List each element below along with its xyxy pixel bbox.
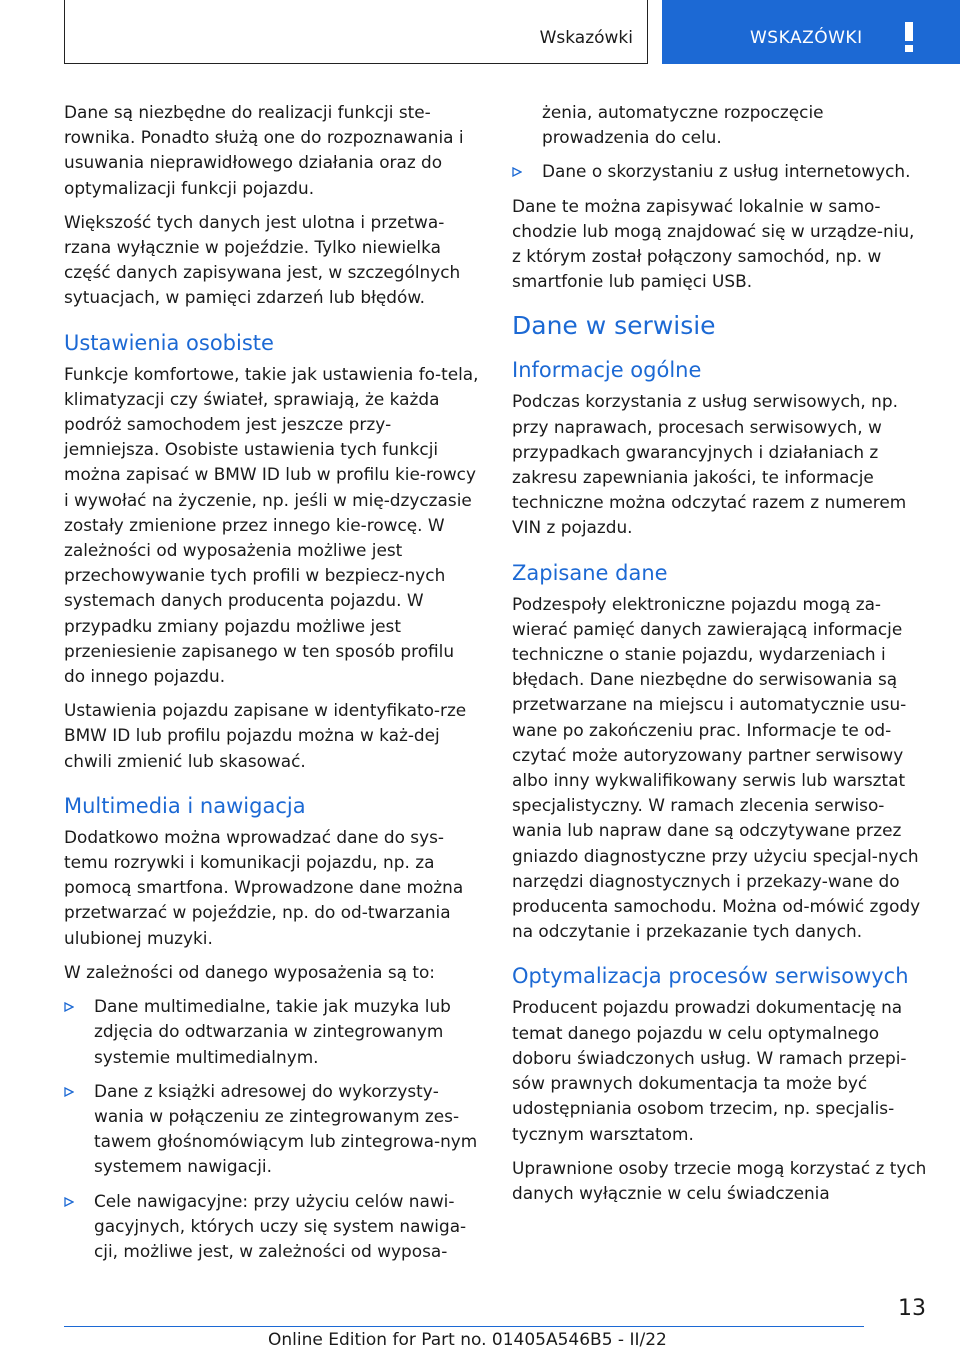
list-item-text: żenia, automatyczne rozpoczęcie prowadzenia do celu.: [542, 102, 824, 148]
header-section-title: Wskazówki: [539, 28, 633, 48]
heading-multimedia-navigation: Multimedia i nawigacja: [64, 793, 306, 818]
paragraph: Dodatkowo można wprowadzać dane do sys‐temu rozrywki i komunikacji pojazdu, np. za pomocą smartfona. Wprowadzone dane można przetwarzać w pojeździe, np. do od‐twarzania ulubionej muzyki.: [64, 826, 464, 948]
paragraph: Podzespoły elektroniczne pojazdu mogą za‐wierać pamięć danych zawierającą informacje techniczne o stanie pojazdu, wydarzeniach i błędach. Dane niezbędne do serwisowania są przetwarzane na miejscu i automatycznie usu‐wane po zakończeniu prac. Informacje te od‐czytać może autoryzowany partner serwisowy albo inny wykwalifikowany serwis lub warsztat specjalistyczny. W ramach zlecenia serwiso‐wania lub napraw dane są odczytywane przez gniazdo diagnostyczne przy użyciu specjal‐nych narzędzi diagnostycznych i przekazy‐wane do producenta samochodu. Można od‐mówić zgody na odczytanie i przekazanie tych danych.: [512, 593, 921, 942]
paragraph: Funkcje komfortowe, takie jak ustawienia fo‐tela, klimatyzacji czy świateł, sprawiają, że każda podróż samochodem jest jeszcze przy‐jemniejsza. Osobiste ustawienia tych funkcji można zapisać w BMW ID lub w profilu kie‐rowcy i wywołać na życzenie, np. jeśli w mię‐dzyczasie zostały zmienione przez innego kie‐rowcę. W zależności od wyposażenia możliwe jest przechowywanie tych profili w bezpiecz‐nych systemach danych producenta pojazdu. W przypadku zmiany pojazdu możliwe jest przeniesienie zapisanego w ten sposób profilu do innego pojazdu.: [64, 363, 479, 687]
paragraph: Podczas korzystania z usług serwisowych, np. przy naprawach, procesach serwisowych, w przypadkach gwarancyjnych i działaniach z zakresu zapewniania jakości, te informacje techniczne można odczytać razem z numerem VIN z pojazdu.: [512, 391, 907, 538]
paragraph: Uprawnione osoby trzecie mogą korzystać z tych danych wyłącznie w celu świadczenia: [512, 1157, 927, 1203]
page-number: 13: [898, 1296, 926, 1321]
header-section-label: WSKAZÓWKI: [750, 28, 863, 48]
list-item-text: Dane o skorzystaniu z usług internetowych.: [542, 161, 911, 182]
triangle-bullet-icon: [512, 167, 522, 177]
list-item-text: Dane multimedialne, takie jak muzyka lub zdjęcia do odtwarzania w zintegrowanym systemie multimedialnym.: [94, 996, 451, 1067]
list-item: [64, 994, 480, 1070]
footer-divider: [64, 1326, 864, 1327]
paragraph: Dane są niezbędne do realizacji funkcji ste‐rownika. Ponadto służą one do rozpoznawania i usuwania nieprawidłowego działania oraz do optymalizacji funkcji pojazdu.: [64, 102, 464, 198]
paragraph: Producent pojazdu prowadzi dokumentację na temat danego pojazdu w celu optymalnego doboru świadczonych usług. W ramach przepi‐sów prawnych dokumentacja ta może być udostępniania osobom trzecim, np. specjalis‐tycznym warsztatom.: [512, 997, 907, 1144]
paragraph: Ustawienia pojazdu zapisane w identyfikato‐rze BMW ID lub profilu pojazdu można w każ‐dej chwili zmienić lub skasować.: [64, 700, 467, 771]
right-column: [512, 100, 928, 1215]
heading-personal-settings: Ustawienia osobiste: [64, 330, 274, 355]
footer-edition: Online Edition for Part no. 01405A546B5 - II/22: [268, 1330, 667, 1350]
paragraph: W zależności od danego wyposażenia są to:: [64, 961, 436, 982]
list-item: [64, 1189, 480, 1265]
triangle-bullet-icon: [64, 1197, 74, 1207]
header-section-tab: [662, 0, 960, 64]
list-item-text: Dane z książki adresowej do wykorzysty‐wania w połączeniu ze zintegrowanym zes‐tawem głośnomówiącym lub zintegrowa‐nym systemem nawigacji.: [94, 1080, 478, 1177]
paragraph: Większość tych danych jest ulotna i przetwa‐rzana wyłącznie w pojeździe. Tylko niewielka część danych zapisywana jest, w szczególnych sytuacjach, w pamięci zdarzeń lub błędów.: [64, 211, 461, 308]
heading-service-optimization: Optymalizacja procesów serwisowych: [512, 964, 909, 989]
heading-general-info: Informacje ogólne: [512, 358, 702, 383]
triangle-bullet-icon: [64, 1087, 74, 1097]
header-section-box: [64, 0, 648, 64]
list-item-text: Cele nawigacyjne: przy użyciu celów nawi‐gacyjnych, których uczy się system nawiga‐cji, możliwe jest, w zależności od wyposa‐: [94, 1190, 467, 1261]
exclamation-icon: [902, 22, 916, 52]
list-item: [512, 159, 928, 184]
list-item-continuation: [512, 100, 928, 150]
heading-saved-data: Zapisane dane: [512, 560, 668, 585]
triangle-bullet-icon: [64, 1002, 74, 1012]
left-column: [64, 100, 480, 1273]
list-item: [64, 1079, 480, 1180]
paragraph: Dane te można zapisywać lokalnie w samo‐chodzie lub mogą znajdować się w urządze‐niu, z którym został połączony samochód, np. w smartfonie lub pamięci USB.: [512, 195, 915, 292]
heading-service-data: Dane w serwisie: [512, 311, 716, 341]
